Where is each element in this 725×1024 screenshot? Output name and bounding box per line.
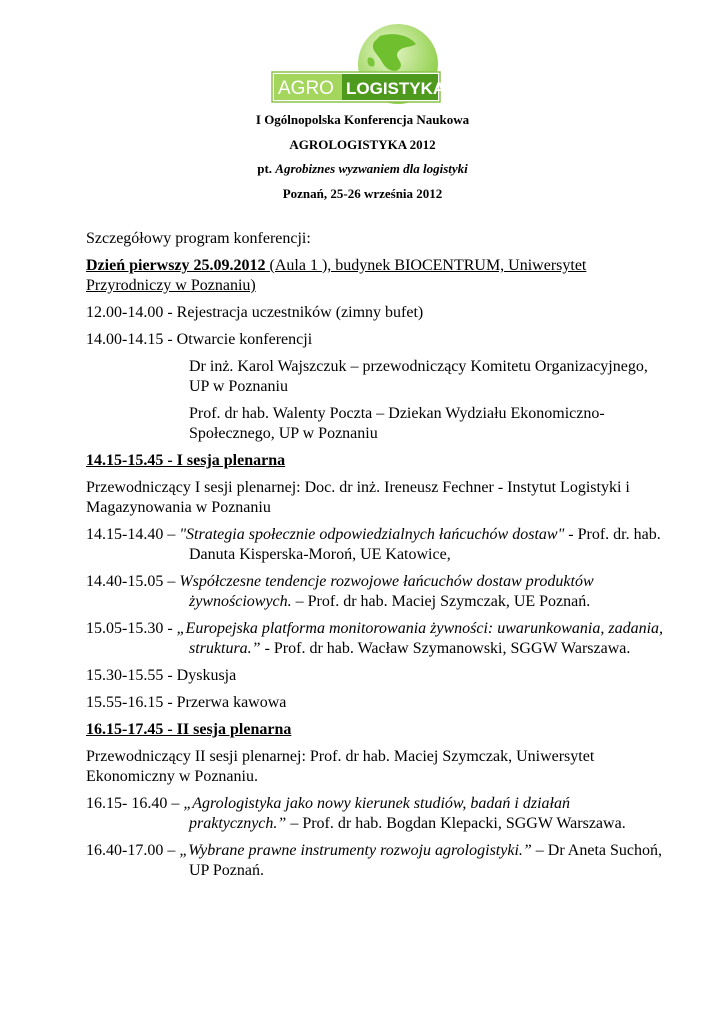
talk-title: "Strategia społecznie odpowiedzialnych łańcuchów dostaw" bbox=[179, 526, 565, 543]
day-one-date: Dzień pierwszy 25.09.2012 bbox=[86, 257, 266, 274]
header-line-4: Poznań, 25-26 września 2012 bbox=[282, 185, 443, 201]
talk-speaker: - Prof. dr. hab. Danuta Kisperska-Moroń, UE Katowice, bbox=[189, 526, 661, 563]
conference-header bbox=[0, 108, 725, 206]
talk-title: „Europejska platforma monitorowania żywności: uwarunkowania, zadania, struktura.” bbox=[176, 620, 664, 657]
header-line-3 bbox=[0, 157, 725, 182]
header-line-1: I Ogólnopolska Konferencja Naukowa bbox=[255, 112, 470, 127]
session-2-title: 16.15-17.45 - II sesja plenarna bbox=[86, 721, 292, 738]
coffee-break-item: 15.55-16.15 - Przerwa kawowa bbox=[86, 694, 287, 711]
header-subtitle: Agrobiznes wyzwaniem dla logistyki bbox=[275, 161, 468, 176]
registration-item: 12.00-14.00 - Rejestracja uczestników (zimny bufet) bbox=[86, 304, 424, 321]
talk-time: 15.05-15.30 - bbox=[86, 620, 177, 637]
opening-speaker: Prof. dr hab. Walenty Poczta – Dziekan Wydziału Ekonomiczno-Społecznego, UP w Poznaniu bbox=[189, 405, 605, 442]
talk-speaker: – Prof. dr hab. Maciej Szymczak, UE Poznań. bbox=[291, 593, 591, 610]
talk-title: „Agrologistyka jako nowy kierunek studiów, badań i działań praktycznych.” bbox=[183, 795, 570, 832]
opening-item: 14.00-14.15 - Otwarcie konferencji bbox=[86, 331, 313, 348]
talk-title: Współczesne tendencje rozwojowe łańcuchów dostaw produktów żywnościowych. bbox=[179, 573, 594, 610]
talk-item bbox=[86, 841, 666, 881]
talk-item bbox=[86, 525, 666, 565]
header-prefix: pt. bbox=[257, 161, 276, 176]
logo-agro-text: AGRO bbox=[278, 78, 334, 99]
globe-logo-icon bbox=[270, 22, 450, 108]
talk-time: 16.15- 16.40 – bbox=[86, 795, 184, 812]
session-1-title: 14.15-15.45 - I sesja plenarna bbox=[86, 452, 286, 469]
session-2-chair: Przewodniczący II sesji plenarnej: Prof. dr hab. Maciej Szymczak, Uniwersytet Ekonomiczny w Poznaniu. bbox=[86, 748, 595, 785]
day-one-heading bbox=[86, 256, 666, 296]
program-heading: Szczegółowy program konferencji: bbox=[86, 230, 311, 247]
talk-item bbox=[86, 794, 666, 834]
logo-logistyka-text: LOGISTYKA bbox=[346, 79, 446, 98]
talk-speaker: – Prof. dr hab. Bogdan Klepacki, SGGW Warszawa. bbox=[286, 815, 626, 832]
session-1-chair: Przewodniczący I sesji plenarnej: Doc. dr inż. Ireneusz Fechner - Instytut Logistyki i Magazynowania w Poznaniu bbox=[86, 479, 630, 516]
talk-item bbox=[86, 572, 666, 612]
talk-time: 16.40-17.00 – bbox=[86, 842, 180, 859]
program-body bbox=[86, 229, 666, 888]
talk-item bbox=[86, 619, 666, 659]
talk-speaker: – Dr Aneta Suchoń, UP Poznań. bbox=[189, 842, 662, 879]
talk-speaker: - Prof. dr hab. Wacław Szymanowski, SGGW Warszawa. bbox=[260, 640, 631, 657]
day-one-location: (Aula 1 ), budynek BIOCENTRUM, Uniwersytet Przyrodniczy w Poznaniu) bbox=[86, 257, 587, 294]
agrologistyka-logo bbox=[270, 22, 450, 108]
header-line-2: AGROLOGISTYKA 2012 bbox=[289, 136, 436, 152]
talk-time: 14.40-15.05 – bbox=[86, 573, 180, 590]
talk-time: 14.15-14.40 – bbox=[86, 526, 180, 543]
opening-speaker: Dr inż. Karol Wajszczuk – przewodniczący Komitetu Organizacyjnego, UP w Poznaniu bbox=[189, 358, 648, 395]
talk-title: „Wybrane prawne instrumenty rozwoju agrologistyki.” bbox=[179, 842, 532, 859]
discussion-item: 15.30-15.55 - Dyskusja bbox=[86, 667, 237, 684]
